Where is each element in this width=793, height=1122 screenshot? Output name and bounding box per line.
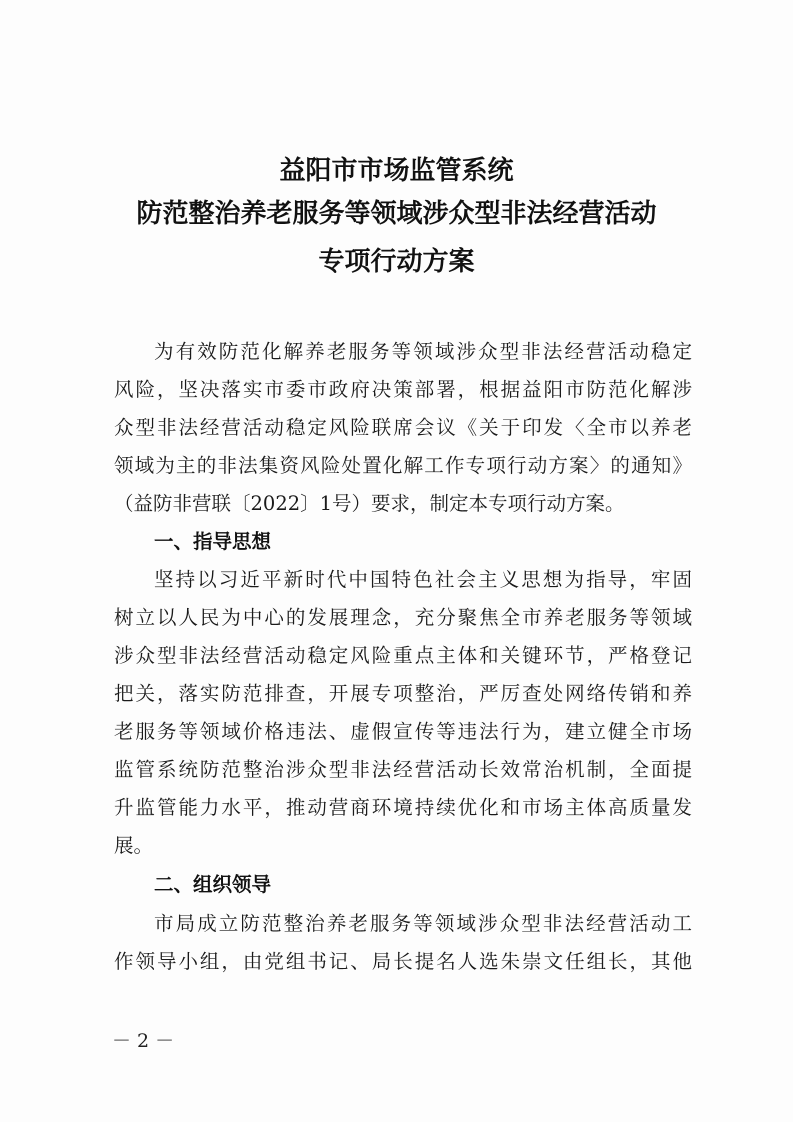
paragraph-line: 升监管能力水平，推动营商环境持续优化和市场主体高质量发: [114, 796, 692, 819]
paragraph-line: 老服务等领域价格违法、虚假宣传等违法行为，建立健全市场: [114, 720, 692, 743]
paragraph-line: 领域为主的非法集资风险处置化解工作专项行动方案〉的通知》: [114, 454, 692, 477]
paragraph-line: （益防非营联〔2022〕1号）要求，制定本专项行动方案。: [114, 492, 625, 515]
paragraph-line: 市局成立防范整治养老服务等领域涉众型非法经营活动工: [154, 912, 692, 935]
title-line-2: 防范整治养老服务等领域涉众型非法经营活动: [136, 199, 657, 229]
paragraph-line: 坚持以习近平新时代中国特色社会主义思想为指导，牢固: [154, 568, 692, 591]
paragraph-line: 把关，落实防范排查，开展专项整治，严厉查处网络传销和养: [114, 682, 692, 705]
paragraph-line: 风险，坚决落实市委市政府决策部署，根据益阳市防范化解涉: [114, 378, 692, 401]
paragraph-line: 为有效防范化解养老服务等领域涉众型非法经营活动稳定: [154, 340, 692, 363]
paragraph-line: 涉众型非法经营活动稳定风险重点主体和关键环节，严格登记: [114, 644, 692, 667]
section-heading-guiding-thought: 一、指导思想: [154, 530, 272, 553]
paragraph-line: 树立以人民为中心的发展理念，充分聚焦全市养老服务等领域: [114, 606, 692, 629]
paragraph-line: 作领导小组，由党组书记、局长提名人选朱崇文任组长，其他: [114, 950, 692, 973]
paragraph-line: 展。: [114, 834, 154, 857]
title-line-3: 专项行动方案: [318, 247, 475, 277]
paragraph-line: 众型非法经营活动稳定风险联席会议《关于印发〈全市以养老: [114, 416, 692, 439]
page-number: － 2 －: [112, 1030, 175, 1052]
paragraph-line: 监管系统防范整治涉众型非法经营活动长效常治机制，全面提: [114, 758, 692, 781]
section-heading-organization: 二、组织领导: [154, 873, 272, 896]
title-line-1: 益阳市市场监管系统: [279, 156, 514, 186]
